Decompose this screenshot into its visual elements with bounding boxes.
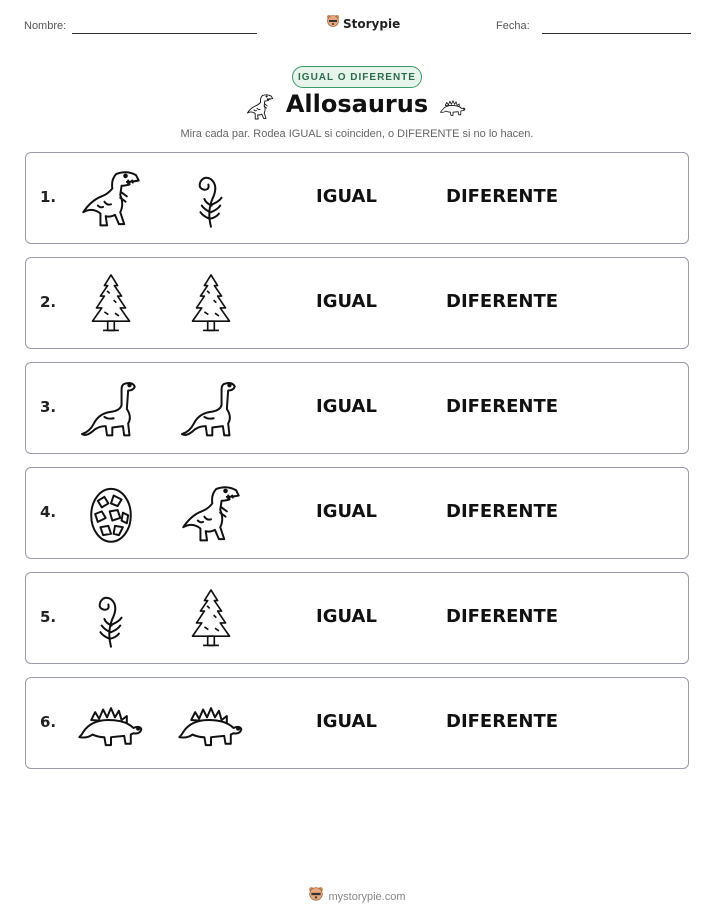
option-different[interactable]: DIFERENTE (446, 501, 559, 522)
option-same[interactable]: IGUAL (316, 501, 377, 522)
t-rex-icon (178, 481, 244, 547)
option-different[interactable]: DIFERENTE (446, 606, 559, 627)
option-different[interactable]: DIFERENTE (446, 291, 559, 312)
name-line[interactable] (72, 33, 257, 34)
stegosaurus-icon (178, 691, 244, 757)
bear-logo-icon (308, 886, 324, 907)
option-different[interactable]: DIFERENTE (446, 186, 559, 207)
option-same[interactable]: IGUAL (316, 291, 377, 312)
option-different[interactable]: DIFERENTE (446, 396, 559, 417)
stegosaurus-icon (78, 691, 144, 757)
question-card (25, 362, 689, 454)
question-card (25, 572, 689, 664)
footer (0, 886, 714, 907)
question-number: 6. (40, 713, 57, 731)
fern-icon (178, 166, 244, 232)
stegosaurus-small-icon (437, 94, 469, 125)
t-rex-icon (78, 166, 144, 232)
option-same[interactable]: IGUAL (316, 711, 377, 732)
activity-badge: IGUAL O DIFERENTE (292, 66, 422, 88)
brand-logo (326, 14, 400, 33)
fern-icon (78, 586, 144, 652)
option-same[interactable]: IGUAL (316, 606, 377, 627)
brand-name: Storypie (343, 16, 401, 31)
pine-tree-icon (178, 586, 244, 652)
name-label: Nombre: (24, 20, 67, 32)
question-number: 2. (40, 293, 57, 311)
option-different[interactable]: DIFERENTE (446, 711, 559, 732)
question-card (25, 677, 689, 769)
question-number: 1. (40, 188, 57, 206)
pine-tree-icon (178, 271, 244, 337)
dino-egg-icon (78, 481, 144, 547)
instructions: Mira cada par. Rodea IGUAL si coinciden, o DIFERENTE si no lo hacen. (180, 128, 534, 140)
option-same[interactable]: IGUAL (316, 186, 377, 207)
question-number: 4. (40, 503, 57, 521)
bear-logo-icon (326, 14, 340, 33)
question-card (25, 257, 689, 349)
brachiosaurus-icon (78, 376, 144, 442)
date-label: Fecha: (496, 20, 530, 32)
question-number: 5. (40, 608, 57, 626)
brachiosaurus-icon (178, 376, 244, 442)
question-card (25, 467, 689, 559)
question-card (25, 152, 689, 244)
pine-tree-icon (78, 271, 144, 337)
footer-url[interactable]: mystorypie.com (328, 890, 406, 903)
date-line[interactable] (542, 33, 691, 34)
page-title: Allosaurus (285, 90, 429, 118)
option-same[interactable]: IGUAL (316, 396, 377, 417)
question-number: 3. (40, 398, 57, 416)
